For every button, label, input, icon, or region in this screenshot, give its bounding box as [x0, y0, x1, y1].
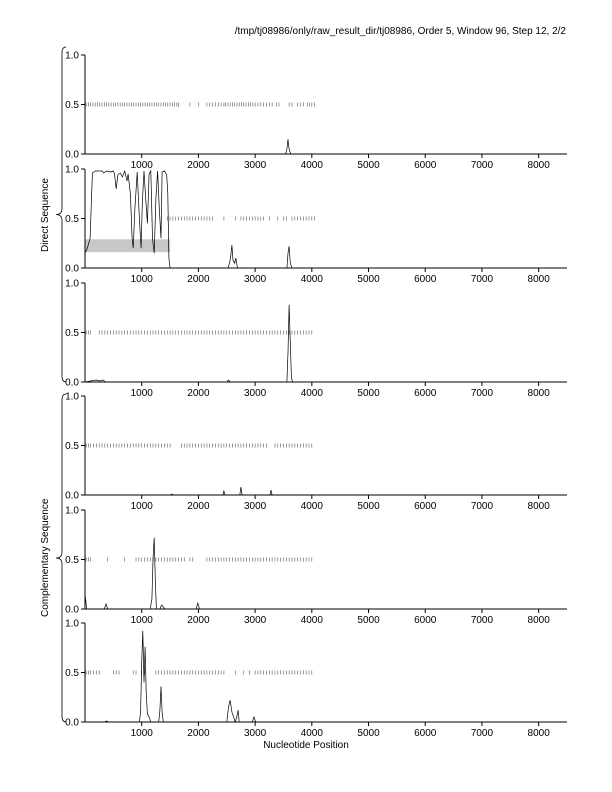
x-tick-label: 8000 [527, 388, 550, 399]
x-tick-label: 5000 [357, 501, 380, 512]
x-tick-label: 8000 [527, 160, 550, 171]
x-tick-label: 8000 [527, 728, 550, 739]
y-tick-label: 1.0 [65, 505, 79, 517]
x-tick-label: 2000 [187, 160, 210, 171]
y-tick-label: 0.5 [65, 555, 79, 566]
y-tick-label: 0.0 [65, 263, 79, 275]
x-tick-label: 5000 [357, 160, 380, 171]
x-tick-label: 6000 [414, 388, 437, 399]
x-tick-label: 3000 [243, 388, 267, 399]
series-line [85, 487, 567, 495]
series-line [85, 631, 567, 722]
series-line [85, 305, 567, 382]
y-tick-label: 1.0 [65, 278, 79, 290]
x-tick-label: 1000 [130, 388, 153, 399]
y-tick-label: 0.5 [65, 441, 79, 452]
y-tick-label: 0.0 [65, 490, 79, 502]
x-tick-label: 5000 [357, 728, 380, 739]
x-tick-label: 1000 [130, 615, 153, 626]
y-tick-label: 0.0 [65, 149, 79, 161]
series-line [85, 139, 567, 154]
x-tick-label: 6000 [414, 274, 437, 285]
x-tick-label: 7000 [470, 728, 494, 739]
x-tick-label: 6000 [414, 160, 437, 171]
x-tick-label: 7000 [470, 160, 494, 171]
y-tick-label: 0.5 [65, 100, 79, 111]
x-tick-label: 1000 [130, 160, 153, 171]
y-tick-label: 1.0 [65, 391, 79, 403]
x-tick-label: 2000 [187, 728, 210, 739]
x-tick-label: 4000 [300, 160, 323, 171]
x-tick-label: 4000 [300, 388, 323, 399]
x-tick-label: 6000 [414, 728, 437, 739]
x-tick-label: 3000 [243, 160, 267, 171]
x-tick-label: 5000 [357, 274, 380, 285]
x-tick-label: 7000 [470, 615, 494, 626]
x-tick-label: 1000 [130, 728, 153, 739]
x-tick-label: 2000 [187, 615, 210, 626]
x-tick-label: 5000 [357, 615, 380, 626]
y-tick-label: 1.0 [65, 164, 79, 176]
x-tick-label: 2000 [187, 274, 210, 285]
series-line [85, 538, 567, 609]
x-tick-label: 1000 [130, 501, 153, 512]
y-tick-label: 0.0 [65, 377, 79, 389]
y-tick-label: 0.5 [65, 668, 79, 679]
y-tick-label: 0.0 [65, 717, 79, 729]
x-tick-label: 3000 [243, 274, 267, 285]
group-label-complementary: Complementary Sequence [40, 498, 51, 617]
shaded-region [85, 239, 170, 252]
x-axis-label: Nucleotide Position [263, 740, 349, 751]
y-tick-label: 1.0 [65, 50, 79, 62]
x-tick-label: 6000 [414, 501, 437, 512]
x-tick-label: 4000 [300, 501, 323, 512]
series-line [85, 171, 567, 268]
x-tick-label: 2000 [187, 501, 210, 512]
x-tick-label: 5000 [357, 388, 380, 399]
x-tick-label: 6000 [414, 615, 437, 626]
y-tick-label: 0.5 [65, 328, 79, 339]
x-tick-label: 8000 [527, 501, 550, 512]
x-tick-label: 1000 [130, 274, 153, 285]
x-tick-label: 3000 [243, 501, 267, 512]
group-label-direct: Direct Sequence [40, 177, 51, 252]
x-tick-label: 3000 [243, 615, 267, 626]
x-tick-label: 8000 [527, 274, 550, 285]
x-tick-label: 2000 [187, 388, 210, 399]
y-tick-label: 1.0 [65, 618, 79, 630]
x-tick-label: 7000 [470, 388, 494, 399]
x-tick-label: 7000 [470, 274, 494, 285]
y-tick-label: 0.5 [65, 214, 79, 225]
x-tick-label: 4000 [300, 728, 323, 739]
x-tick-label: 4000 [300, 274, 323, 285]
x-tick-label: 4000 [300, 615, 323, 626]
x-tick-label: 7000 [470, 501, 494, 512]
x-tick-label: 3000 [243, 728, 267, 739]
x-tick-label: 8000 [527, 615, 550, 626]
y-tick-label: 0.0 [65, 604, 79, 616]
chart-header: /tmp/tj08986/only/raw_result_dir/tj08986, Order 5, Window 96, Step 12, 2/2 [234, 26, 566, 37]
